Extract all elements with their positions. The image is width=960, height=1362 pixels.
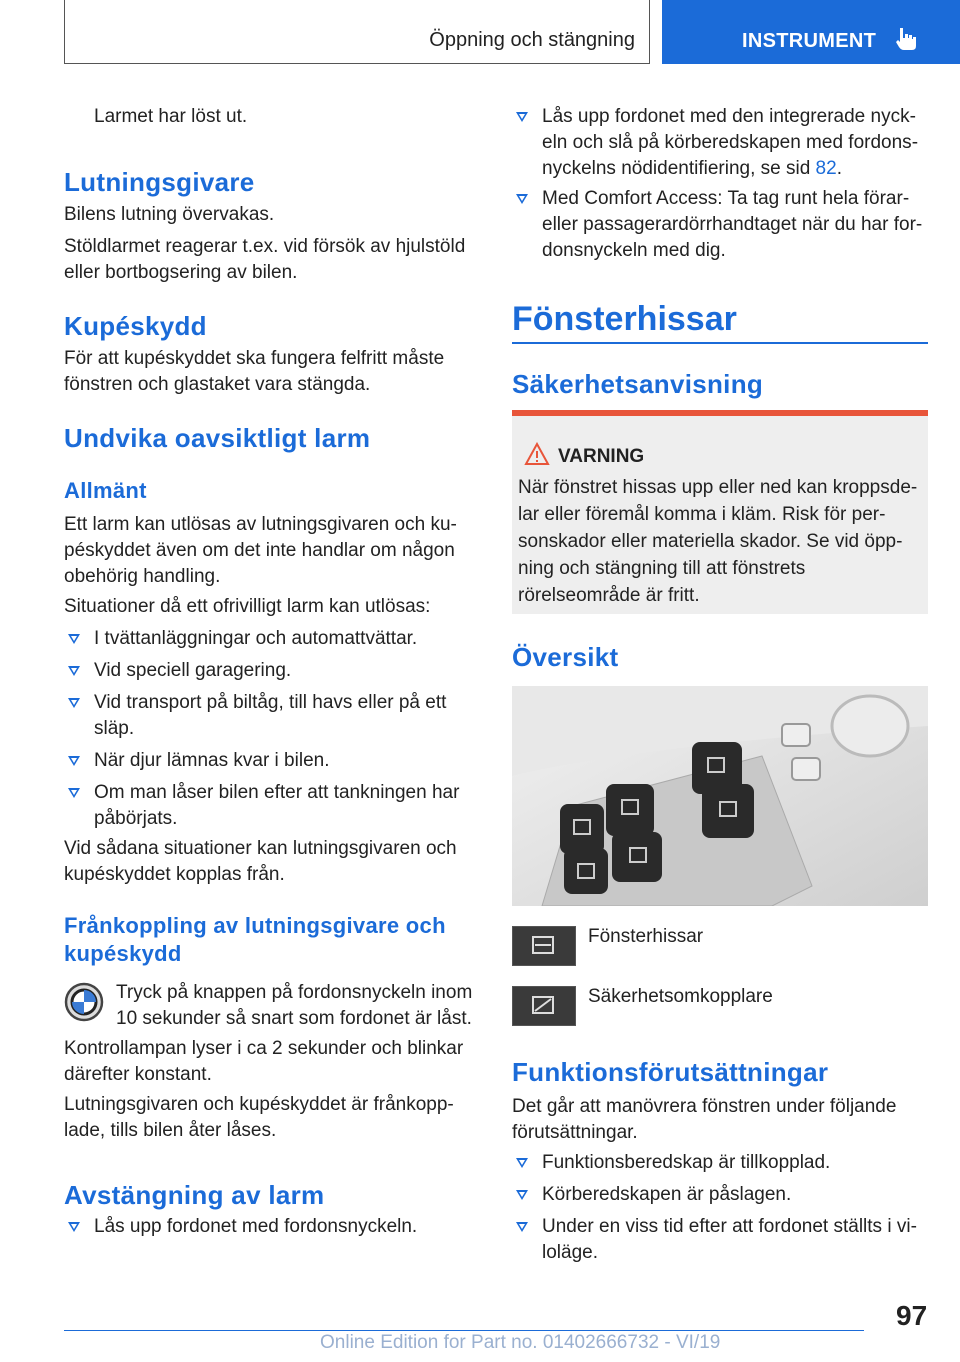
header-chapter-title: INSTRUMENT	[742, 30, 877, 52]
heading-alarm-off: Avstängning av larm	[64, 1180, 325, 1210]
legend-window-lifts: Fönsterhissar	[588, 926, 704, 947]
safety-switch-thumbnail	[512, 986, 576, 1026]
list-item: Körberedskapen är påslagen.	[512, 1182, 928, 1208]
footer-rule	[64, 1330, 864, 1331]
heading-rule	[512, 342, 928, 344]
window-switch-photo	[512, 686, 928, 906]
heading-tilt-sensor: Lutningsgivare	[64, 167, 255, 197]
warning-text: När fönstret hissas upp eller ned kan kroppsdelar eller föremål komma i kläm. Risk för personskador eller materiella skador. Se vid öppning och stängning till att fönstrets rörelseområde är fritt.	[518, 477, 918, 606]
list-item: Med Comfort Access: Ta tag runt hela förar- eller passagerardörrhandtaget när du har fordonsnyckeln med dig.	[512, 186, 928, 264]
general-paragraph-2: Situationer då ett ofrivilligt larm kan utlösas:	[64, 596, 431, 617]
list-item: När djur lämnas kvar i bilen.	[64, 748, 476, 774]
page-number: 97	[896, 1300, 928, 1331]
warning-box	[512, 410, 928, 614]
page-reference-link[interactable]: 82	[815, 158, 837, 179]
window-lift-switch-thumbnail	[512, 926, 576, 966]
tilt-paragraph-2: Stöldlarmet reagerar t.ex. vid försök av hjulstöld eller bortbogsering av bilen.	[64, 236, 466, 283]
bmw-key-button-icon	[64, 982, 104, 1022]
disconnect-paragraph-1: Tryck på knappen på fordonsnyckeln inom 10 sekunder så snart som fordonet är låst.	[116, 982, 473, 1029]
warning-label: VARNING	[558, 446, 645, 467]
legend-safety-switch: Säkerhetsomkopplare	[588, 986, 773, 1007]
list-item: Om man låser bilen efter att tankningen har påbörjats.	[64, 780, 476, 832]
requirements-paragraph: Det går att manövrera fönstren under följande förutsättningar.	[512, 1096, 897, 1143]
footer-edition: Online Edition for Part no. 01402666732 - VI/19	[320, 1332, 721, 1353]
tilt-paragraph-1: Bilens lutning övervakas.	[64, 204, 275, 225]
heading-function-requirements: Funktionsförutsättningar	[512, 1057, 829, 1087]
list-item: I tvättanläggningar och automattvättar.	[64, 626, 476, 652]
disconnect-paragraph-2: Kontrollampan lyser i ca 2 sekunder och blinkar därefter konstant.	[64, 1038, 464, 1085]
intro-text: Larmet har löst ut.	[94, 106, 248, 127]
general-paragraph-3: Vid sådana situationer kan lutningsgivaren och kupéskyddet kopplas från.	[64, 838, 457, 885]
heading-avoid-false-alarm: Undvika oavsiktligt larm	[64, 423, 371, 453]
list-item: Lås upp fordonet med fordonsnyckeln.	[64, 1214, 476, 1240]
heading-window-lifts: Fönsterhissar	[512, 300, 737, 338]
list-item: Vid transport på biltåg, till havs eller på ett släp.	[64, 690, 476, 742]
list-item: Funktionsberedskap är tillkopplad.	[512, 1150, 928, 1176]
heading-disconnect: Frånkoppling av lutningsgivare och kupéskydd	[64, 913, 446, 966]
cabin-paragraph-1: För att kupéskyddet ska fungera felfritt måste fönstren och glastaket vara stängda.	[64, 348, 445, 395]
heading-overview: Översikt	[512, 642, 619, 672]
disconnect-paragraph-3: Lutningsgivaren och kupéskyddet är frånkopplade, tills bilen åter låses.	[64, 1094, 454, 1141]
header-chapter-tab[interactable]	[662, 0, 960, 64]
header-section-title: Öppning och stängning	[429, 29, 635, 51]
list-item: Lås upp fordonet med den integrerade nyckeln och slå på körberedskapen med fordonsnyckelns nödidentifiering, se sid 82.	[512, 104, 928, 182]
heading-cabin-protection: Kupéskydd	[64, 311, 207, 341]
heading-safety-notice: Säkerhetsanvisning	[512, 369, 764, 399]
list-item: Vid speciell garagering.	[64, 658, 476, 684]
header-section-tab	[64, 0, 650, 64]
warning-triangle-icon	[524, 442, 550, 466]
general-paragraph-1: Ett larm kan utlösas av lutningsgivaren och kupéskyddet även om det inte handlar om någon obehörig handling.	[64, 514, 457, 587]
list-item: Under en viss tid efter att fordonet ställts i viloläge.	[512, 1214, 928, 1266]
heading-general: Allmänt	[64, 478, 147, 503]
pointing-hand-icon	[894, 26, 920, 52]
